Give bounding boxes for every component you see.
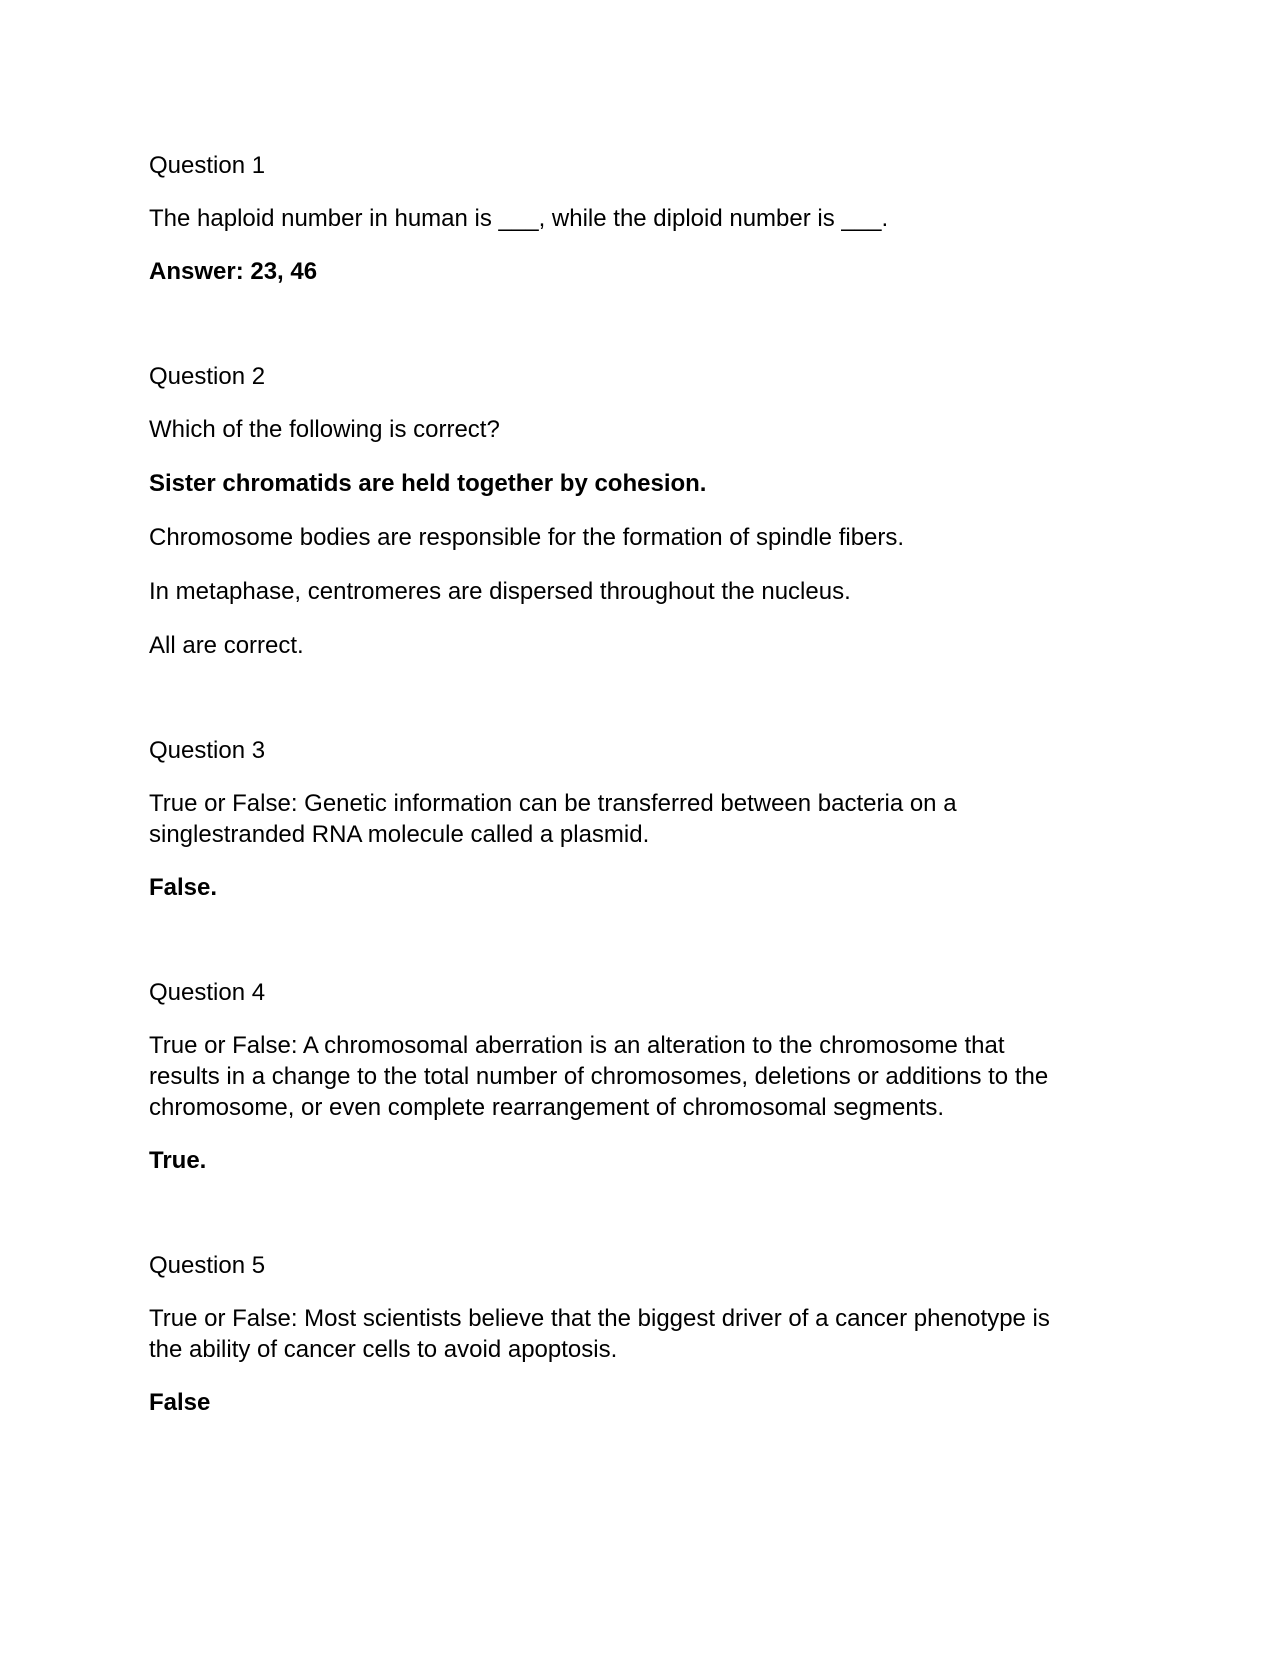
question-text: True or False: Genetic information can be transferred between bacteria on a singlestranded RNA molecule called a plasmid.: [149, 790, 957, 848]
question-text: Which of the following is correct?: [149, 416, 500, 443]
question-title: Question 2: [149, 363, 266, 390]
spacer: [149, 1176, 1109, 1250]
question-text: True or False: Most scientists believe that the biggest driver of a cancer phenotype is the ability of cancer cells to avoid apoptosis.: [149, 1305, 1050, 1363]
question-title: Question 4: [149, 979, 266, 1006]
question-title: Question 5: [149, 1252, 266, 1279]
option: All are correct.: [149, 632, 304, 659]
question-text: The haploid number in human is ___, while the diploid number is ___.: [149, 205, 889, 232]
question-2: [149, 361, 1109, 661]
question-5: [149, 1250, 1109, 1418]
option: In metaphase, centromeres are dispersed throughout the nucleus.: [149, 578, 851, 605]
question-answer: True.: [149, 1147, 207, 1174]
question-title: Question 1: [149, 152, 266, 179]
spacer: [149, 287, 1109, 361]
question-4: [149, 977, 1109, 1176]
option-correct: Sister chromatids are held together by cohesion.: [149, 470, 707, 497]
question-text: True or False: A chromosomal aberration is an alteration to the chromosome that results in a change to the total number of chromosomes, deletions or additions to the chromosome, or even complete rearrangement of chromosomal segments.: [149, 1032, 1049, 1121]
question-answer: False.: [149, 874, 218, 901]
question-answer: False: [149, 1389, 211, 1416]
option: Chromosome bodies are responsible for the formation of spindle fibers.: [149, 524, 905, 551]
spacer: [149, 661, 1109, 735]
question-answer: Answer: 23, 46: [149, 258, 318, 285]
question-3: [149, 735, 1109, 903]
document-page: [149, 150, 1109, 1418]
spacer: [149, 903, 1109, 977]
question-title: Question 3: [149, 737, 266, 764]
question-1: [149, 150, 1109, 287]
